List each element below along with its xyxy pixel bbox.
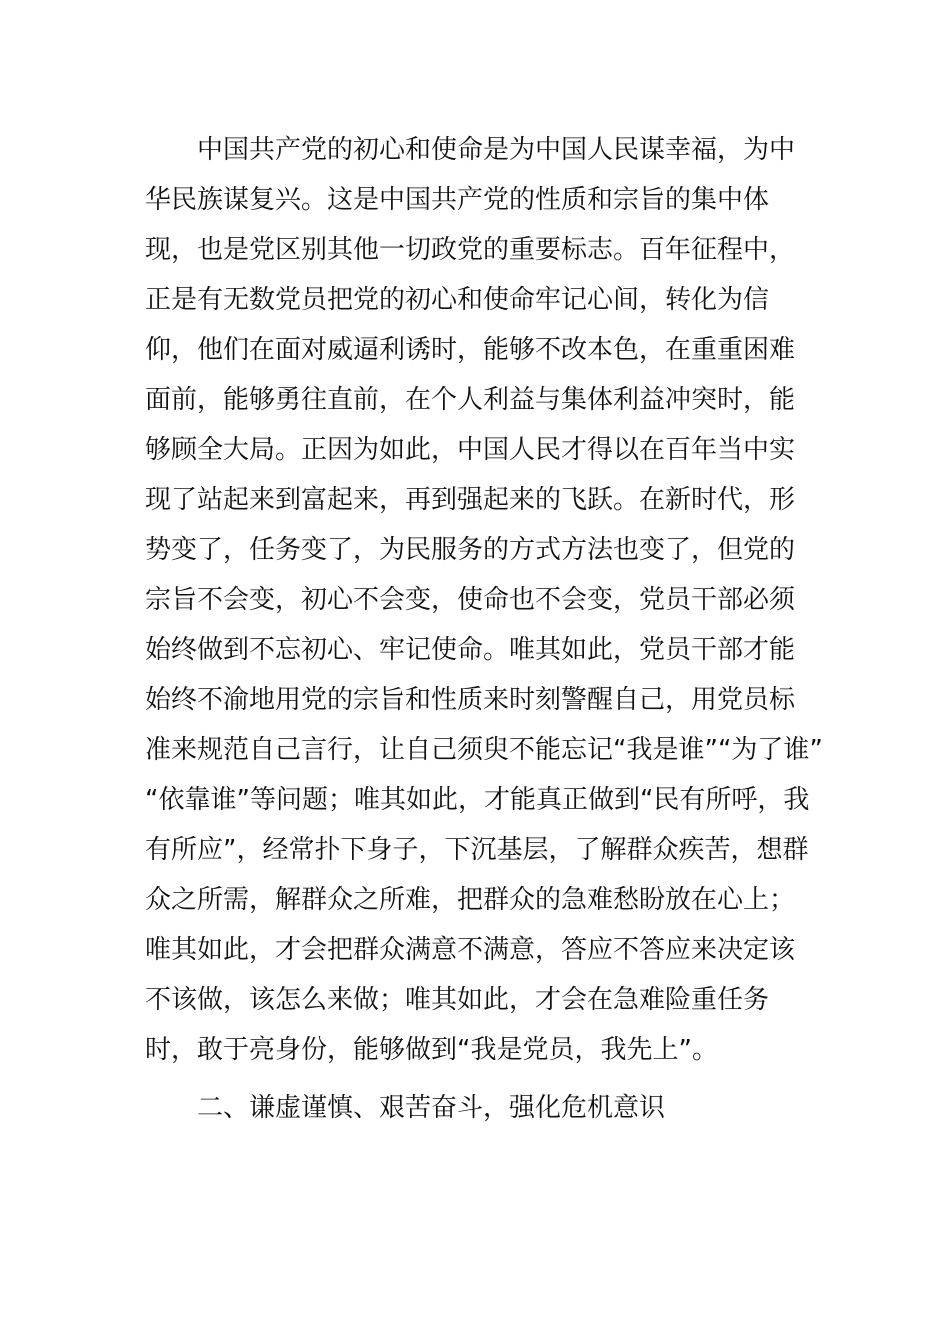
section-heading: 二、谦虚谨慎、艰苦奋斗，强化危机意识 xyxy=(197,1093,666,1123)
paragraph-line: 不该做，该怎么来做；唯其如此，才会在急难险重任务 xyxy=(145,985,770,1015)
paragraph-line: 始终不渝地用党的宗旨和性质来时刻警醒自己，用党员标 xyxy=(145,685,796,715)
paragraph-line: 面前，能够勇往直前，在个人利益与集体利益冲突时，能 xyxy=(145,385,796,415)
paragraph-line: “依靠谁”等问题；唯其如此，才能真正做到“民有所呼，我 xyxy=(145,785,810,815)
paragraph-line: 时，敢于亮身份，能够做到“我是党员，我先上”。 xyxy=(145,1035,718,1065)
paragraph-line: 仰，他们在面对威逼利诱时，能够不改本色，在重重困难 xyxy=(145,335,796,365)
paragraph-line: 中国共产党的初心和使命是为中国人民谋幸福，为中 xyxy=(197,135,796,165)
paragraph-line: 始终做到不忘初心、牢记使命。唯其如此，党员干部才能 xyxy=(145,635,796,665)
paragraph-line: 华民族谋复兴。这是中国共产党的性质和宗旨的集中体 xyxy=(145,185,770,215)
paragraph-line: 现，也是党区别其他一切政党的重要标志。百年征程中， xyxy=(145,235,796,265)
paragraph-line: 够顾全大局。正因为如此，中国人民才得以在百年当中实 xyxy=(145,435,796,465)
paragraph-line: 正是有无数党员把党的初心和使命牢记心间，转化为信 xyxy=(145,285,770,315)
paragraph-line: 宗旨不会变，初心不会变，使命也不会变，党员干部必须 xyxy=(145,585,796,615)
paragraph-line: 准来规范自己言行，让自己须臾不能忘记“我是谁”“为了谁” xyxy=(145,735,823,765)
paragraph-line: 唯其如此，才会把群众满意不满意，答应不答应来决定该 xyxy=(145,935,796,965)
paragraph-line: 有所应”，经常扑下身子，下沉基层，了解群众疾苦，想群 xyxy=(145,835,809,865)
paragraph-line: 势变了，任务变了，为民服务的方式方法也变了，但党的 xyxy=(145,535,796,565)
document-body xyxy=(145,125,823,1133)
paragraph-line: 现了站起来到富起来，再到强起来的飞跃。在新时代，形 xyxy=(145,485,796,515)
paragraph-line: 众之所需，解群众之所难，把群众的急难愁盼放在心上； xyxy=(145,885,796,915)
